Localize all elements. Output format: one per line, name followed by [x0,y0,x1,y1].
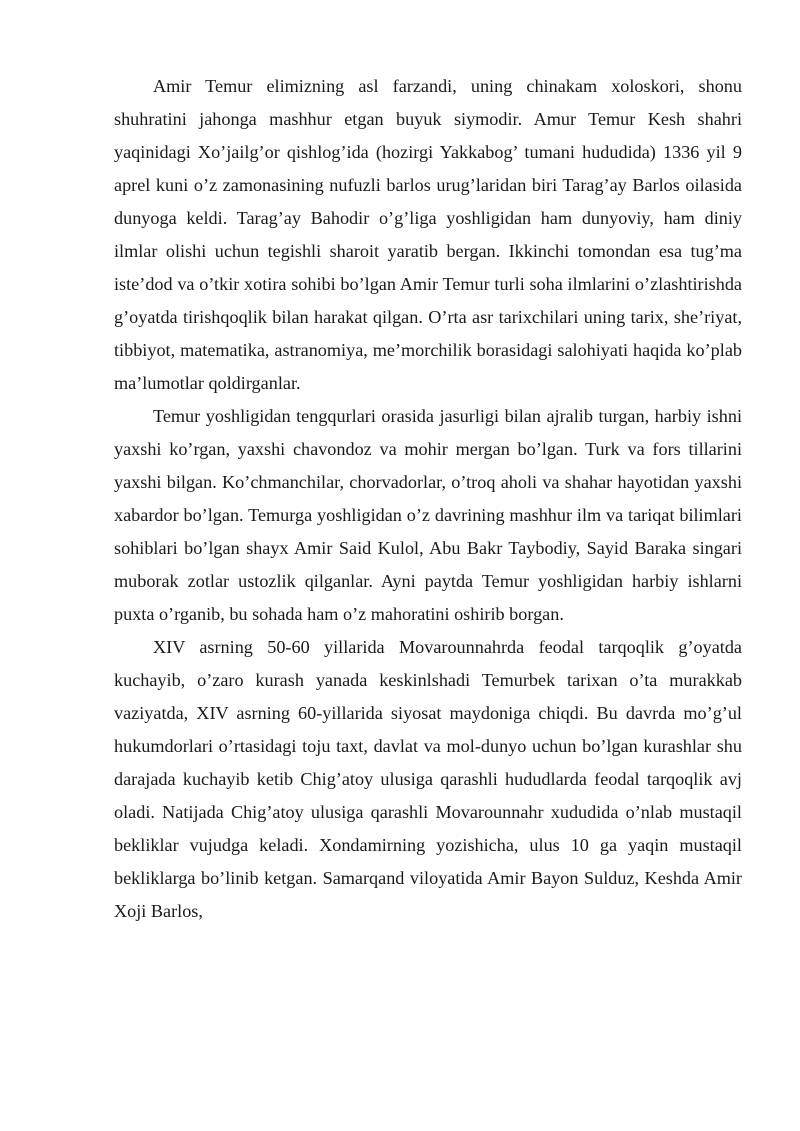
paragraph-3: XIV asrning 50-60 yillarida Movarounnahrda feodal tarqoqlik g’oyatda kuchayib, o’zaro kurash yanada keskinlshadi Temurbek tarixan o’ta murakkab vaziyatda, XIV asrning 60-yillarida siyosat maydoniga chiqdi. Bu davrda mo’g’ul hukumdorlari o’rtasidagi toju taxt, davlat va mol-dunyo uchun bo’lgan kurashlar shu darajada kuchayib ketib Chig’atoy ulusiga qarashli hududlarda feodal tarqoqlik avj oladi. Natijada Chig’atoy ulusiga qarashli Movarounnahr xududida o’nlab mustaqil bekliklar vujudga keladi. Xondamirning yozishicha, ulus 10 ga yaqin mustaqil bekliklarga bo’linib ketgan. Samarqand viloyatida Amir Bayon Sulduz, Keshda Amir Xoji Barlos, [114,637,742,921]
paragraph-1: Amir Temur elimizning asl farzandi, uning chinakam xoloskori, shonu shuhratini jahonga mashhur etgan buyuk siymodir. Amur Temur Kesh shahri yaqinidagi Xo’jailg’or qishlog’ida (hozirgi Yakkabog’ tumani hududida) 1336 yil 9 aprel kuni o’z zamonasining nufuzli barlos urug’laridan biri Tarag’ay Barlos oilasida dunyoga keldi. Tarag’ay Bahodir o’g’liga yoshligidan ham dunyoviy, ham diniy ilmlar olishi uchun tegishli sharoit yaratib bergan. Ikkinchi tomondan esa tug’ma iste’dod va o’tkir xotira sohibi bo’lgan Amir Temur turli soha ilmlarini o’zlashtirishda g’oyatda tirishqoqlik bilan harakat qilgan. O’rta asr tarixchilari uning tarix, she’riyat, tibbiyot, matematika, astranomiya, me’morchilik borasidagi salohiyati haqida ko’plab ma’lumotlar qoldirganlar. [114,76,742,393]
paragraph-2: Temur yoshligidan tengqurlari orasida jasurligi bilan ajralib turgan, harbiy ishni yaxshi ko’rgan, yaxshi chavondoz va mohir mergan bo’lgan. Turk va fors tillarini yaxshi bilgan. Ko’chmanchilar, chorvadorlar, o’troq aholi va shahar hayotidan yaxshi xabardor bo’lgan. Temurga yoshligidan o’z davrining mashhur ilm va tariqat bilimlari sohiblari bo’lgan shayx Amir Said Kulol, Abu Bakr Taybodiy, Sayid Baraka singari muborak zotlar ustozlik qilganlar. Ayni paytda Temur yoshligidan harbiy ishlarni puxta o’rganib, bu sohada ham o’z mahoratini oshirib borgan. [114,406,742,624]
document-body [114,70,742,928]
